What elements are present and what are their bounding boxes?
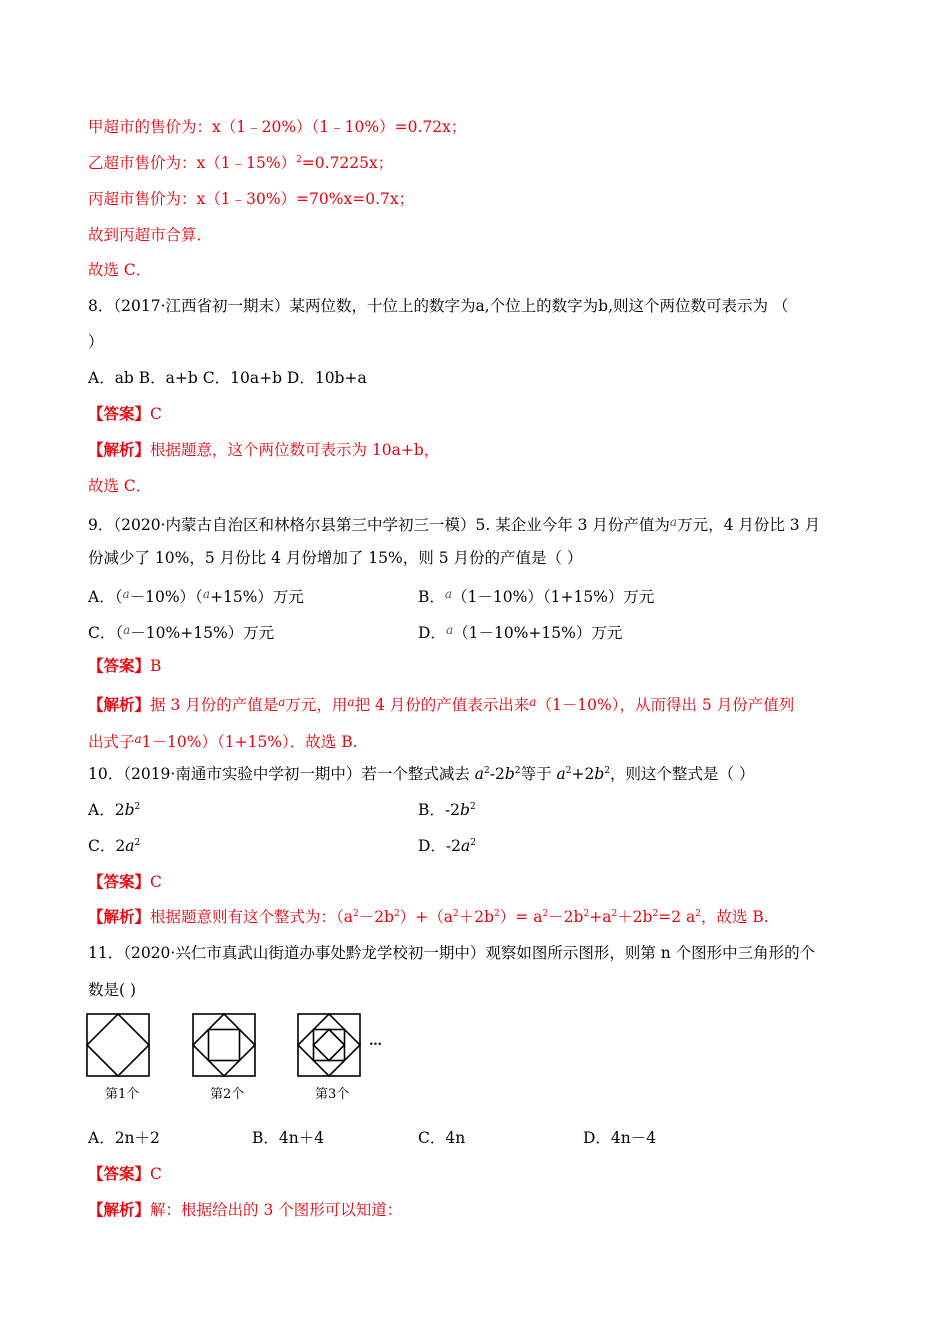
analysis-text: ）= a [499,908,543,926]
var: b [460,801,470,819]
analysis-text: ＋2b [458,908,495,926]
q10-stem: 10．（2019·南通市实验中学初一期中）若一个整式减去 $a^2-2b^2$等于 $a^2+2b^2$，则这个整式是（ ） [88,765,755,783]
intro-line-3: 丙超市售价为：x（1﹣30%）=70%x=0.7x； [88,190,415,208]
variable-a: a [444,587,453,601]
opt-text: A．2 [88,801,125,819]
superscript: 2 [484,766,490,776]
superscript: 2 [565,766,572,776]
figure-3 [298,1014,360,1076]
analysis-text: 出式子 [88,733,135,751]
intro-line-2 [88,152,393,174]
variable-a: a [278,695,286,709]
q9-stem-cont: 份减少了 10%，5 月份比 4 月份增加了 15%，则 5 月份的产值是（ ） [88,549,583,567]
ellipsis: … [369,1034,382,1049]
answer-value: C [150,1165,162,1183]
q11-option-b: B．4n＋4 [252,1129,325,1147]
opt-text: A．（ [88,588,123,606]
analysis-text: －2b [358,908,395,926]
opt-text: C．（ [88,624,124,642]
variable-a: a [123,623,131,637]
answer-tag: 【答案】 [88,404,151,423]
q9-analysis [88,691,794,716]
q11-analysis [88,1199,402,1221]
inner-diamond [87,1014,149,1076]
variable-a: a [122,587,130,601]
analysis-text: +a [589,908,612,926]
q10-analysis [88,906,769,928]
analysis-text: ）+（a [399,908,454,926]
analysis-text: 1－10%）（1+15%）．故选 B. [141,733,358,751]
superscript: 2 [453,909,459,919]
opt-text: B．-2 [418,801,460,819]
superscript: 2 [611,909,618,919]
var: a [474,765,485,783]
analysis-tag: 【解析】 [88,907,151,926]
intro-line-2-a: 乙超市售价为：x（1﹣15%） [88,154,297,172]
q9-option-c [88,619,274,644]
opt-text: +15%）万元 [209,588,304,606]
stem-text: ，则这个整式是（ ） [610,765,755,783]
figure-2 [193,1014,255,1076]
variable-a: a [347,695,355,709]
q8-analysis [88,439,439,461]
var: b [504,765,515,783]
stem-text: 10．（2019·南通市实验中学初一期中）若一个整式减去 [88,765,470,783]
superscript: 2 [652,909,659,919]
answer-tag: 【答案】 [88,1164,151,1183]
q11-option-d: D．4n－4 [583,1129,657,1147]
q8-options: A．ab B．a+b C．10a+b D．10b+a [88,369,367,387]
q9-option-b [418,583,654,608]
outer-square [87,1014,149,1076]
q9-answer [88,655,161,677]
intro-line-2-b: =0.7225x； [301,154,394,172]
q10-answer [88,871,162,893]
variable-a: a [134,732,142,746]
intro-line-5: 故选 C． [88,261,152,279]
answer-value: C [150,405,162,423]
intro-line-4: 故到丙超市合算． [88,226,213,244]
superscript: 2 [469,802,476,812]
q8-conclusion: 故选 C． [88,477,152,495]
analysis-tag: 【解析】 [88,695,151,714]
analysis-tag: 【解析】 [88,440,151,459]
intro-line-1: 甲超市的售价为：x（1﹣20%）（1﹣10%）=0.72x； [88,118,467,136]
answer-value: C [150,873,162,891]
q9-stem [88,511,820,536]
superscript: 2 [134,838,141,848]
superscript: 2 [514,766,521,776]
analysis-text: 解：根据给出的 3 个图形可以知道： [150,1201,403,1219]
analysis-text: 据 3 月份的产值是 [150,696,279,714]
superscript: 2 [494,909,500,919]
q10-option-a [88,799,140,821]
var: a [125,837,135,855]
analysis-text: =2 a [658,908,696,926]
figure-label-3: 第3个 [315,1087,350,1102]
operator: - [489,765,496,783]
q9-stem-b: 万元，4 月份比 3 月 [677,516,821,534]
variable-a: a [445,623,454,637]
analysis-text: 万元，用 [285,696,348,714]
opt-text: （1－10%+15%）万元 [453,624,623,642]
analysis-text: －2b [548,908,584,926]
q11-option-c: C．4n [418,1129,466,1147]
figure-label-1: 第1个 [105,1087,140,1102]
stem-text: 等于 [520,765,552,783]
opt-text: D． [418,624,446,642]
figure-1 [87,1014,149,1076]
superscript: 2 [134,802,141,812]
q9-option-d [418,619,622,644]
opt-text: D．-2 [418,837,462,855]
q9-option-a [88,583,304,608]
variable-a: a [529,695,537,709]
analysis-text: ，故选 B. [700,908,769,926]
q9-stem-a: 9．（2020·内蒙古自治区和林格尔县第三中学初三一模）5. 某企业今年 3 月份产值为 [88,516,670,534]
superscript: 2 [695,909,701,919]
analysis-text: 根据题意则有这个整式为：（a [150,908,354,926]
q10-option-b [418,799,476,821]
q8-answer [88,403,162,425]
answer-tag: 【答案】 [88,656,151,675]
q11-option-a: A．2n＋2 [88,1129,160,1147]
superscript: 2 [470,838,477,848]
q11-stem-cont: 数是( ) [88,981,137,999]
var: b [594,765,605,783]
opt-text: C．2 [88,837,126,855]
analysis-text: （1－10%），从而得出 5 月份产值列 [536,696,795,714]
superscript: 2 [353,909,359,919]
analysis-text: 把 4 月份的产值表示出来 [354,696,530,714]
q11-figure [85,1012,405,1107]
opt-text: B． [418,588,445,606]
figure-label-2: 第2个 [210,1087,245,1102]
q11-stem: 11．（2020·兴仁市真武山街道办事处黔龙学校初一期中）观察如图所示图形，则第 n 个图形中三角形的个 [88,944,816,962]
q11-answer [88,1163,162,1185]
analysis-text: ＋2b [617,908,653,926]
superscript: 2 [542,909,549,919]
analysis-tag: 【解析】 [88,1200,151,1219]
variable-a: a [669,515,678,529]
var: b [124,801,135,819]
var: a [556,765,566,783]
var: a [461,837,471,855]
superscript: 2 [394,909,400,919]
opt-text: －10%）（ [129,588,203,606]
q10-option-d [418,835,476,857]
q8-stem-cont: ） [88,333,104,351]
analysis-text: 根据题意，这个两位数可表示为 10a+b， [150,441,440,459]
q9-analysis-cont [88,728,358,753]
superscript: 2 [604,766,611,776]
opt-text: －10%+15%）万元 [130,624,275,642]
answer-value: B [150,657,162,675]
superscript: 2 [583,909,590,919]
answer-tag: 【答案】 [88,872,151,891]
variable-a: a [202,587,210,601]
q10-option-c [88,835,140,857]
q8-stem: 8．（2017·江西省初一期末）某两位数，十位上的数字为a,个位上的数字为b,则这个两位数可表示为 （ [88,297,789,315]
superscript: 2 [296,155,302,165]
opt-text: （1－10%）（1+15%）万元 [452,588,655,606]
